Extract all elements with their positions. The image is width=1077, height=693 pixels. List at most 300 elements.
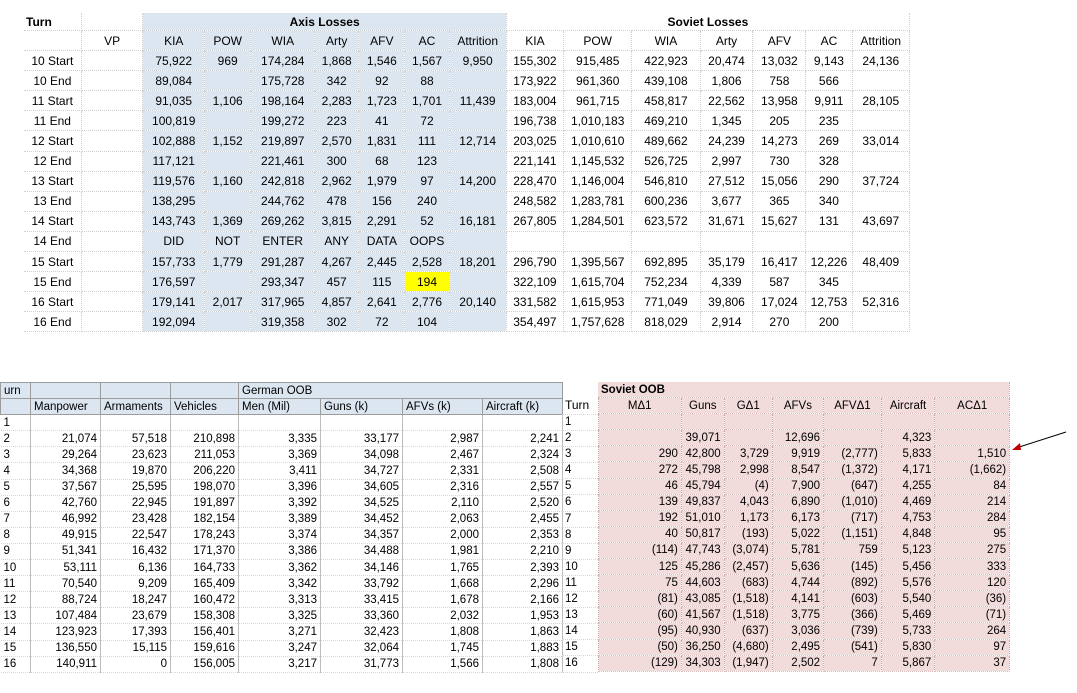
soviet-oob-cell[interactable] [724,414,772,430]
soviet-oob-col-header[interactable]: AFVΔ1 [824,398,882,414]
losses-cell[interactable] [81,111,143,131]
german-oob-cell[interactable]: 1,765 [403,560,483,576]
losses-cell[interactable]: 342 [315,71,359,91]
german-oob-cell[interactable]: 32,423 [321,624,403,640]
losses-cell[interactable]: 4,857 [315,292,359,312]
losses-cell[interactable]: 2,017 [205,292,251,312]
soviet-oob-cell[interactable]: (71) [935,607,1010,623]
losses-cell[interactable]: 33,014 [852,131,909,151]
soviet-oob-cell[interactable]: (2,777) [824,446,882,462]
turn-number[interactable]: 2 [562,431,598,447]
losses-cell[interactable]: 119,576 [143,171,205,191]
losses-cell[interactable] [81,312,143,332]
turn-header[interactable]: Turn [24,13,81,31]
losses-cell[interactable]: 302 [315,312,359,332]
german-oob-cell[interactable]: 1 [1,415,31,431]
soviet-oob-col-header[interactable]: Aircraft [881,398,934,414]
losses-cell[interactable]: 97 [405,171,449,191]
losses-cell[interactable] [506,231,563,251]
losses-cell[interactable] [81,292,143,312]
losses-cell[interactable] [81,252,143,272]
german-oob-cell[interactable]: 34,488 [321,543,403,559]
german-oob-cell[interactable]: 2,331 [403,463,483,479]
losses-cell[interactable]: 173,922 [506,71,563,91]
soviet-oob-cell[interactable] [598,430,681,446]
losses-cell[interactable]: 24,239 [700,131,753,151]
german-oob-cell[interactable]: 178,243 [171,527,239,543]
losses-cell[interactable]: 587 [753,272,806,292]
soviet-oob-cell[interactable]: 41,567 [681,607,724,623]
losses-cell[interactable] [205,272,251,292]
soviet-oob-cell[interactable]: (1,151) [824,526,882,542]
losses-cell[interactable]: 72 [359,312,405,332]
soviet-oob-cell[interactable]: 5,540 [881,591,934,607]
german-oob-cell[interactable]: 8 [1,527,31,543]
losses-cell[interactable]: 138,295 [143,191,205,211]
soviet-oob-cell[interactable]: 49,837 [681,494,724,510]
german-oob-cell[interactable]: 160,472 [171,592,239,608]
german-oob-cell[interactable]: 6,136 [101,560,171,576]
soviet-oob-col-header[interactable]: GΔ1 [724,398,772,414]
losses-cell[interactable]: ENTER [251,231,315,251]
losses-cell[interactable]: 2,528 [405,252,449,272]
empty-cell[interactable] [101,383,171,399]
losses-cell[interactable]: 14 Start [24,211,81,231]
soviet-oob-cell[interactable]: (36) [935,591,1010,607]
losses-col-header[interactable]: Arty [315,31,359,51]
losses-cell[interactable]: 13 Start [24,171,81,191]
losses-cell[interactable]: 20,140 [449,292,506,312]
losses-cell[interactable]: 10 Start [24,51,81,71]
turn-number[interactable]: 11 [562,576,598,592]
soviet-oob-cell[interactable]: (1,518) [724,591,772,607]
losses-cell[interactable]: 52,316 [852,292,909,312]
soviet-oob-cell[interactable]: (1,662) [935,462,1010,478]
soviet-oob-col-header[interactable]: Guns [681,398,724,414]
soviet-oob-cell[interactable]: 46 [598,478,681,494]
soviet-oob-cell[interactable]: 139 [598,494,681,510]
losses-cell[interactable]: 818,029 [632,312,700,332]
losses-cell[interactable]: 196,738 [506,111,563,131]
losses-cell[interactable] [81,211,143,231]
german-oob-cell[interactable]: 34,146 [321,560,403,576]
losses-cell[interactable]: 4,267 [315,252,359,272]
german-oob-cell[interactable]: 15 [1,640,31,656]
german-oob-cell[interactable]: 3,396 [239,479,321,495]
losses-cell[interactable]: 2,283 [315,91,359,111]
losses-cell[interactable] [81,231,143,251]
german-oob-cell[interactable]: 3,313 [239,592,321,608]
losses-cell[interactable]: 1,868 [315,51,359,71]
losses-cell[interactable] [205,191,251,211]
turn-number[interactable]: 13 [562,608,598,624]
losses-cell[interactable]: 1,106 [205,91,251,111]
losses-col-header[interactable]: VP [81,31,143,51]
losses-cell[interactable]: 1,345 [700,111,753,131]
losses-cell[interactable]: 1,160 [205,171,251,191]
losses-cell[interactable] [81,171,143,191]
losses-cell[interactable] [852,111,909,131]
soviet-oob-cell[interactable]: (1,010) [824,494,882,510]
losses-cell[interactable]: 1,152 [205,131,251,151]
losses-cell[interactable]: 1,284,501 [564,211,632,231]
losses-cell[interactable]: 1,615,704 [564,272,632,292]
losses-cell[interactable] [449,272,506,292]
soviet-oob-cell[interactable]: 4,469 [881,494,934,510]
german-oob-cell[interactable]: 2,032 [403,608,483,624]
german-oob-cell[interactable]: 3,362 [239,560,321,576]
soviet-oob-cell[interactable]: 4,744 [772,575,823,591]
german-oob-cell[interactable]: 33,360 [321,608,403,624]
losses-cell[interactable]: 1,831 [359,131,405,151]
soviet-oob-cell[interactable]: (2,457) [724,559,772,575]
german-oob-cell[interactable]: 29,264 [31,447,101,463]
soviet-oob-cell[interactable]: 4,255 [881,478,934,494]
losses-cell[interactable] [449,111,506,131]
german-oob-cell[interactable]: 1,981 [403,543,483,559]
german-oob-cell[interactable]: 136,550 [31,640,101,656]
losses-cell[interactable]: 692,895 [632,252,700,272]
losses-cell[interactable]: 771,049 [632,292,700,312]
losses-cell[interactable] [81,191,143,211]
losses-cell[interactable]: 13,032 [753,51,806,71]
losses-cell[interactable]: 123 [405,151,449,171]
losses-cell[interactable]: 68 [359,151,405,171]
german-oob-cell[interactable]: 3,374 [239,527,321,543]
losses-cell[interactable]: 758 [753,71,806,91]
losses-cell[interactable]: 102,888 [143,131,205,151]
losses-cell[interactable]: 752,234 [632,272,700,292]
losses-cell[interactable]: 2,291 [359,211,405,231]
losses-cell[interactable]: 9,143 [806,51,852,71]
losses-cell[interactable]: 12,226 [806,252,852,272]
losses-cell[interactable]: 354,497 [506,312,563,332]
losses-cell[interactable] [852,151,909,171]
german-oob-cell[interactable]: 17,393 [101,624,171,640]
soviet-oob-cell[interactable]: (3,074) [724,542,772,558]
turn-number[interactable]: 3 [562,447,598,463]
german-oob-col-header[interactable]: Aircraft (k) [483,399,563,415]
soviet-oob-cell[interactable]: (60) [598,607,681,623]
losses-cell[interactable]: 9,911 [806,91,852,111]
losses-col-header[interactable]: AFV [753,31,806,51]
losses-cell[interactable]: 1,369 [205,211,251,231]
soviet-oob-cell[interactable] [935,414,1010,430]
losses-cell[interactable]: 248,582 [506,191,563,211]
german-oob-cell[interactable]: 3,392 [239,495,321,511]
losses-cell[interactable]: 228,470 [506,171,563,191]
soviet-oob-cell[interactable]: (114) [598,542,681,558]
losses-cell[interactable]: 1,806 [700,71,753,91]
german-oob-cell[interactable]: 2,467 [403,447,483,463]
soviet-oob-cell[interactable]: 36,250 [681,639,724,655]
german-oob-cell[interactable]: 1,883 [483,640,563,656]
turn-number[interactable]: 6 [562,495,598,511]
losses-cell[interactable]: 422,923 [632,51,700,71]
soviet-oob-cell[interactable]: 290 [598,446,681,462]
german-oob-cell[interactable]: 5 [1,479,31,495]
german-oob-cell[interactable]: 23,679 [101,608,171,624]
soviet-oob-cell[interactable]: 95 [935,526,1010,542]
german-oob-cell[interactable]: 107,484 [31,608,101,624]
losses-cell[interactable]: 48,409 [852,252,909,272]
soviet-oob-cell[interactable]: (637) [724,623,772,639]
german-oob-cell[interactable]: 34,727 [321,463,403,479]
german-oob-cell[interactable]: 2,508 [483,463,563,479]
losses-cell[interactable]: 1,701 [405,91,449,111]
soviet-oob-cell[interactable]: 3,775 [772,607,823,623]
soviet-oob-cell[interactable]: 97 [935,639,1010,655]
losses-cell[interactable]: 300 [315,151,359,171]
soviet-losses-header[interactable]: Soviet Losses [506,13,909,31]
german-oob-cell[interactable]: 198,070 [171,479,239,495]
losses-cell[interactable]: 31,671 [700,211,753,231]
german-oob-col-header[interactable]: Guns (k) [321,399,403,415]
losses-cell[interactable]: 1,546 [359,51,405,71]
soviet-oob-cell[interactable]: 2,495 [772,639,823,655]
german-oob-cell[interactable]: 12 [1,592,31,608]
losses-cell[interactable]: 24,136 [852,51,909,71]
german-oob-cell[interactable]: 182,154 [171,511,239,527]
losses-cell[interactable]: 194 [405,272,449,292]
german-oob-cell[interactable]: 2,393 [483,560,563,576]
soviet-oob-cell[interactable]: 3,036 [772,623,823,639]
soviet-oob-cell[interactable]: (892) [824,575,882,591]
turn-number[interactable]: 16 [562,656,598,672]
german-oob-cell[interactable]: 156,005 [171,656,239,672]
losses-col-header[interactable]: POW [205,31,251,51]
losses-cell[interactable]: 1,395,567 [564,252,632,272]
german-oob-col-header[interactable]: AFVs (k) [403,399,483,415]
losses-cell[interactable]: 439,108 [632,71,700,91]
soviet-oob-cell[interactable]: 9,919 [772,446,823,462]
soviet-oob-cell[interactable]: 5,733 [881,623,934,639]
losses-col-header[interactable]: Arty [700,31,753,51]
turn-number[interactable]: 7 [562,512,598,528]
soviet-oob-cell[interactable] [824,430,882,446]
turn-number[interactable]: 14 [562,624,598,640]
losses-cell[interactable] [205,151,251,171]
german-oob-cell[interactable] [171,415,239,431]
soviet-oob-cell[interactable]: (95) [598,623,681,639]
soviet-oob-cell[interactable]: 34,303 [681,655,724,671]
losses-cell[interactable]: 13,958 [753,91,806,111]
losses-cell[interactable]: 179,141 [143,292,205,312]
soviet-oob-cell[interactable]: 759 [824,542,882,558]
losses-cell[interactable]: 328 [806,151,852,171]
losses-cell[interactable]: 2,914 [700,312,753,332]
losses-cell[interactable]: 293,347 [251,272,315,292]
soviet-oob-cell[interactable]: 42,800 [681,446,724,462]
soviet-oob-cell[interactable]: 43,085 [681,591,724,607]
losses-cell[interactable] [852,312,909,332]
soviet-oob-cell[interactable]: 4,171 [881,462,934,478]
losses-cell[interactable]: 9,950 [449,51,506,71]
losses-cell[interactable]: 1,757,628 [564,312,632,332]
turn-col-header[interactable]: Turn [562,398,598,415]
soviet-oob-cell[interactable] [824,414,882,430]
losses-cell[interactable] [753,231,806,251]
soviet-oob-cell[interactable]: 1,510 [935,446,1010,462]
losses-cell[interactable]: 91,035 [143,91,205,111]
german-oob-cell[interactable]: 34,357 [321,527,403,543]
losses-col-header[interactable]: KIA [506,31,563,51]
losses-cell[interactable] [205,312,251,332]
turn-number[interactable]: 9 [562,544,598,560]
losses-cell[interactable]: 12 End [24,151,81,171]
losses-cell[interactable]: 14,200 [449,171,506,191]
losses-cell[interactable] [81,71,143,91]
german-oob-cell[interactable]: 70,540 [31,576,101,592]
soviet-oob-cell[interactable]: (739) [824,623,882,639]
losses-cell[interactable] [449,71,506,91]
german-oob-cell[interactable]: 159,616 [171,640,239,656]
losses-cell[interactable]: 156 [359,191,405,211]
german-oob-col-header[interactable]: Manpower [31,399,101,415]
soviet-oob-cell[interactable]: (145) [824,559,882,575]
turn-header-cut[interactable]: urn [1,383,31,399]
soviet-oob-cell[interactable]: (647) [824,478,882,494]
german-oob-cell[interactable]: 15,115 [101,640,171,656]
empty-cell[interactable] [171,383,239,399]
losses-cell[interactable]: 104 [405,312,449,332]
losses-cell[interactable] [81,51,143,71]
german-oob-cell[interactable]: 156,401 [171,624,239,640]
german-oob-cell[interactable]: 165,409 [171,576,239,592]
soviet-oob-cell[interactable] [681,414,724,430]
losses-cell[interactable]: 35,179 [700,252,753,272]
german-oob-cell[interactable]: 4 [1,463,31,479]
losses-cell[interactable]: 961,360 [564,71,632,91]
soviet-oob-cell[interactable]: (4,680) [724,639,772,655]
losses-cell[interactable] [205,111,251,131]
soviet-oob-cell[interactable]: 272 [598,462,681,478]
soviet-oob-header[interactable]: Soviet OOB [598,382,1010,398]
german-oob-cell[interactable]: 1,745 [403,640,483,656]
losses-cell[interactable]: 72 [405,111,449,131]
losses-cell[interactable]: 10 End [24,71,81,91]
german-oob-cell[interactable]: 9,209 [101,576,171,592]
losses-cell[interactable]: 16 Start [24,292,81,312]
soviet-oob-cell[interactable]: (541) [824,639,882,655]
soviet-oob-cell[interactable]: (1,947) [724,655,772,671]
losses-cell[interactable] [700,231,753,251]
soviet-oob-cell[interactable] [772,414,823,430]
soviet-oob-cell[interactable]: (683) [724,575,772,591]
soviet-oob-cell[interactable]: 40 [598,526,681,542]
losses-cell[interactable] [806,231,852,251]
german-oob-cell[interactable]: 211,053 [171,447,239,463]
german-oob-cell[interactable]: 3,369 [239,447,321,463]
german-oob-cell[interactable]: 57,518 [101,431,171,447]
losses-cell[interactable]: 219,897 [251,131,315,151]
losses-cell[interactable] [81,131,143,151]
losses-col-header[interactable]: Attrition [852,31,909,51]
german-oob-cell[interactable]: 2,241 [483,431,563,447]
german-oob-cell[interactable]: 210,898 [171,431,239,447]
soviet-oob-cell[interactable]: (1,518) [724,607,772,623]
german-oob-cell[interactable]: 9 [1,543,31,559]
german-oob-cell[interactable] [483,415,563,431]
soviet-oob-cell[interactable]: 12,696 [772,430,823,446]
german-oob-cell[interactable] [31,415,101,431]
german-oob-cell[interactable]: 34,452 [321,511,403,527]
losses-cell[interactable]: 143,743 [143,211,205,231]
soviet-oob-cell[interactable]: 6,173 [772,510,823,526]
soviet-oob-cell[interactable]: 5,833 [881,446,934,462]
losses-cell[interactable]: 1,283,781 [564,191,632,211]
losses-cell[interactable]: 469,210 [632,111,700,131]
losses-cell[interactable]: 13 End [24,191,81,211]
turn-number[interactable]: 1 [562,415,598,431]
soviet-oob-cell[interactable]: 40,930 [681,623,724,639]
soviet-oob-cell[interactable]: (366) [824,607,882,623]
soviet-oob-cell[interactable]: 5,469 [881,607,934,623]
soviet-oob-cell[interactable]: 50,817 [681,526,724,542]
soviet-oob-cell[interactable]: 333 [935,559,1010,575]
losses-cell[interactable]: 203,025 [506,131,563,151]
soviet-oob-cell[interactable]: 5,830 [881,639,934,655]
losses-cell[interactable]: 961,715 [564,91,632,111]
soviet-oob-cell[interactable]: 2,502 [772,655,823,671]
losses-cell[interactable] [81,272,143,292]
german-oob-cell[interactable]: 7 [1,511,31,527]
losses-cell[interactable]: 14,273 [753,131,806,151]
losses-cell[interactable]: 2,641 [359,292,405,312]
german-oob-cell[interactable]: 34,368 [31,463,101,479]
german-oob-cell[interactable]: 21,074 [31,431,101,447]
losses-cell[interactable]: 175,728 [251,71,315,91]
losses-cell[interactable]: 319,358 [251,312,315,332]
german-oob-cell[interactable]: 11 [1,576,31,592]
losses-cell[interactable]: 915,485 [564,51,632,71]
losses-cell[interactable]: 16,417 [753,252,806,272]
soviet-oob-col-header[interactable]: MΔ1 [598,398,681,414]
soviet-oob-cell[interactable]: 192 [598,510,681,526]
german-oob-cell[interactable]: 2,110 [403,495,483,511]
losses-cell[interactable]: 290 [806,171,852,191]
losses-cell[interactable]: 89,084 [143,71,205,91]
losses-cell[interactable]: 331,582 [506,292,563,312]
german-oob-cell[interactable] [101,415,171,431]
german-oob-cell[interactable]: 23,623 [101,447,171,463]
german-oob-cell[interactable]: 2,063 [403,511,483,527]
german-oob-cell[interactable]: 88,724 [31,592,101,608]
german-oob-cell[interactable]: 2,520 [483,495,563,511]
losses-cell[interactable]: 15,627 [753,211,806,231]
soviet-oob-cell[interactable]: 3,729 [724,446,772,462]
losses-cell[interactable]: 16 End [24,312,81,332]
german-oob-cell[interactable]: 13 [1,608,31,624]
losses-cell[interactable]: 18,201 [449,252,506,272]
soviet-oob-cell[interactable]: 284 [935,510,1010,526]
soviet-oob-cell[interactable]: 75 [598,575,681,591]
german-oob-cell[interactable]: 2,557 [483,479,563,495]
losses-col-header[interactable]: KIA [143,31,205,51]
losses-cell[interactable]: ANY [315,231,359,251]
losses-cell[interactable]: 100,819 [143,111,205,131]
losses-col-header[interactable]: AC [405,31,449,51]
soviet-oob-cell[interactable]: 5,867 [881,655,934,671]
losses-cell[interactable]: 2,962 [315,171,359,191]
losses-cell[interactable]: 489,662 [632,131,700,151]
losses-cell[interactable] [449,151,506,171]
losses-cell[interactable]: 526,725 [632,151,700,171]
turn-subheader-cell[interactable] [24,31,81,51]
losses-col-header[interactable]: WIA [632,31,700,51]
soviet-oob-cell[interactable]: 275 [935,542,1010,558]
losses-cell[interactable]: 458,817 [632,91,700,111]
